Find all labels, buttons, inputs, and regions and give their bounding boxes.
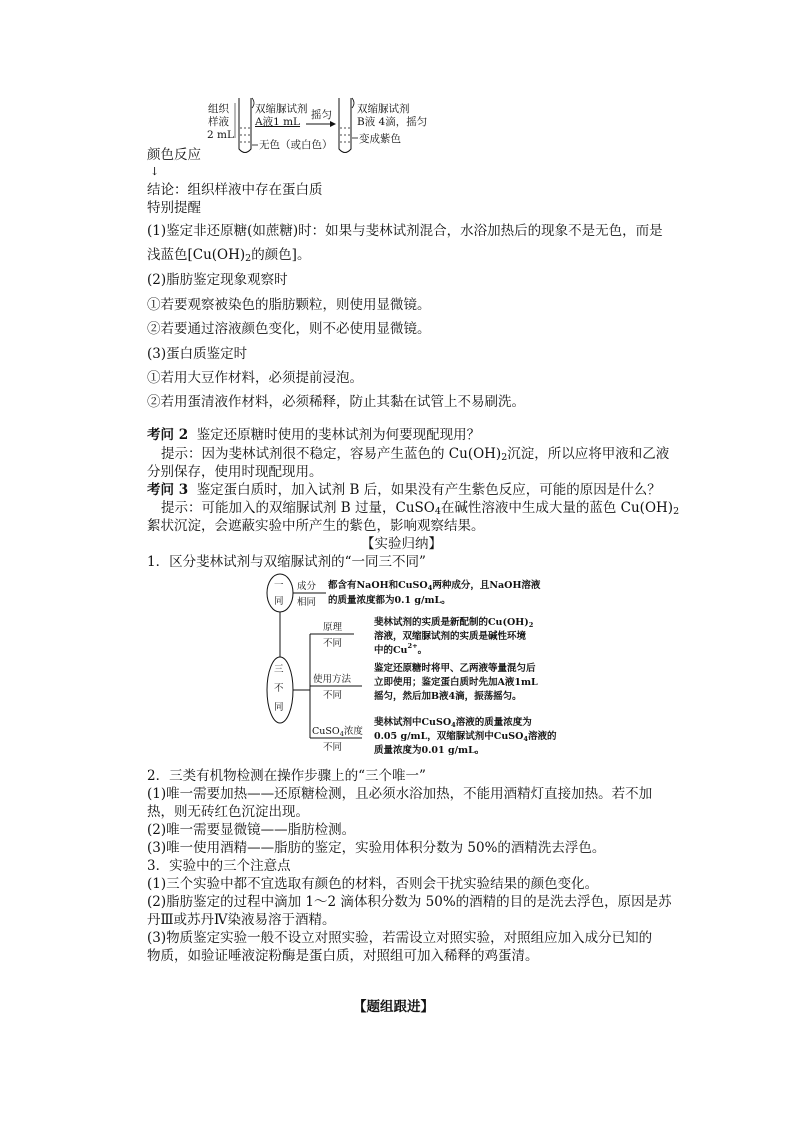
method-label-1: 使用方法	[313, 674, 352, 685]
reminder-3a: ①若用大豆作材料，必须提前浸泡。	[147, 370, 363, 386]
three-diff-char-2: 不	[274, 683, 284, 694]
summary-heading: 【实验归纳】	[361, 536, 442, 552]
section-2-item-1-line-2: 热，则无砖红色沉淀出现。	[147, 804, 309, 820]
component-same-label-1: 成分	[297, 581, 317, 592]
section-3-item-3-line-1: (3)物质鉴定实验一般不设立对照实验，若需设立对照实验，对照组应加入成分已知的	[147, 930, 653, 946]
one-same-char-1: 一	[274, 580, 284, 591]
reagent-b-label-2: B液 4滴，摇匀	[357, 116, 428, 128]
turns-purple-label: 变成紫色	[359, 133, 401, 145]
principle-text-3: 中的$Cu^{2+}$。	[374, 642, 428, 656]
sample-label-1: 组织	[208, 103, 229, 115]
conc-text-2: 0.05 g/mL，双缩脲试剂中CuSO$_4$溶液的	[374, 731, 557, 743]
three-diff-char-3: 同	[274, 702, 284, 713]
method-label-2: 不同	[323, 690, 343, 701]
method-text-1: 鉴定还原糖时将甲、乙两液等量混匀后	[374, 663, 536, 674]
section-3-item-3-line-2: 物质，如验证唾液淀粉酶是蛋白质，对照组可加入稀释的鸡蛋清。	[147, 948, 539, 964]
reminder-2b: ②若要通过溶液颜色变化，则不必使用显微镜。	[147, 321, 431, 337]
reminder-1-line-2: 浅蓝色[$Cu(OH)_2$的颜色]。	[147, 247, 311, 264]
section-2-item-3: (3)唯一使用酒精——脂肪的鉴定，实验用体积分数为 50%的酒精洗去浮色。	[147, 840, 606, 856]
conc-text-1: 斐林试剂中CuSO$_4$溶液的质量浓度为	[374, 717, 532, 729]
reminder-3b: ②若用蛋清液作材料，必须稀释，防止其黏在试管上不易刷洗。	[147, 394, 525, 410]
conclusion-text: 结论：组织样液中存在蛋白质	[147, 182, 323, 198]
question-2-hint-line-2: 分别保存，使用时现配现用。	[147, 464, 323, 480]
section-2-item-1-line-1: (1)唯一需要加热——还原糖检测，且必须水浴加热，不能用酒精灯直接加热。若不加	[147, 786, 653, 802]
section-1-title: 1．区分斐林试剂与双缩脲试剂的“一同三不同”	[147, 554, 426, 570]
reagent-a-label-1: 双缩脲试剂	[255, 103, 308, 115]
principle-label-1: 原理	[323, 622, 343, 633]
section-3-item-2-line-1: (2)脂肪鉴定的过程中滴加 1～2 滴体积分数为 50%的酒精的目的是洗去浮色，原因是苏	[147, 894, 672, 910]
reminder-2-heading: (2)脂肪鉴定现象观察时	[147, 272, 288, 288]
colorless-label: 无色（或白色）	[259, 139, 333, 151]
down-arrow-icon: ↓	[150, 165, 160, 178]
principle-text-2: 溶液，双缩脲试剂的实质是碱性环境	[374, 631, 527, 642]
reminder-3-heading: (3)蛋白质鉴定时	[147, 346, 248, 362]
shake-label: 摇匀	[311, 109, 332, 121]
one-same-char-2: 同	[274, 596, 284, 607]
component-same-label-2: 相同	[297, 597, 317, 608]
color-reaction-label: 颜色反应	[147, 147, 201, 163]
question-2: 考问 2 鉴定还原糖时使用的斐林试剂为何要现配现用？	[147, 427, 481, 443]
conc-text-3: 质量浓度为0.01 g/mL。	[374, 745, 485, 756]
section-3-item-1: (1)三个实验中都不宜选取有颜色的材料，否则会干扰实验结果的颜色变化。	[147, 876, 599, 892]
component-text-2: 的质量浓度都为0.1 g/mL。	[328, 595, 451, 606]
section-3-title: 3．实验中的三个注意点	[147, 858, 291, 874]
sample-label-2: 样液	[208, 116, 229, 128]
reminder-1-line-1: (1)鉴定非还原糖(如蔗糖)时：如果与斐林试剂混合，水浴加热后的现象不是无色，而是	[147, 223, 663, 239]
reagent-b-label-1: 双缩脲试剂	[357, 103, 410, 115]
question-3: 考问 3 鉴定蛋白质时，加入试剂 B 后，如果没有产生紫色反应，可能的原因是什么？	[147, 482, 661, 498]
method-text-2: 立即使用；鉴定蛋白质时先加A液1mL	[374, 677, 538, 688]
conc-label-2: 不同	[323, 742, 343, 753]
reagent-a-label-2: A液1 mL	[255, 116, 301, 128]
principle-label-2: 不同	[323, 638, 343, 649]
question-3-hint-line-1: 提示：可能加入的双缩脲试剂 B 过量，CuSO$_4$在碱性溶液中生成大量的蓝色 $Cu(OH)_2$	[161, 500, 680, 517]
section-3-item-2-line-2: 丹Ⅲ或苏丹Ⅳ染液易溶于酒精。	[147, 912, 336, 928]
three-diff-char-1: 三	[274, 664, 284, 675]
follow-up-heading: 【题组跟进】	[353, 999, 434, 1015]
reminder-2a: ①若要观察被染色的脂肪颗粒，则使用显微镜。	[147, 297, 431, 313]
principle-text-1: 斐林试剂的实质是新配制的$Cu(OH)_2$	[374, 617, 534, 629]
conc-label-1: CuSO$_4$浓度	[312, 726, 363, 738]
section-2-item-2: (2)唯一需要显微镜——脂肪检测。	[147, 822, 356, 838]
method-text-3: 摇匀，然后加B液4滴，振荡摇匀。	[374, 691, 522, 702]
section-2-title: 2．三类有机物检测在操作步骤上的“三个唯一”	[147, 768, 426, 784]
special-reminder-heading: 特别提醒	[147, 200, 201, 216]
component-text-1: 都含有NaOH和CuSO$_4$两种成分，且NaOH溶液	[328, 580, 541, 592]
sample-label-3: 2 mL	[207, 129, 234, 141]
question-2-hint-line-1: 提示：因为斐林试剂很不稳定，容易产生蓝色的 $Cu(OH)_2$沉淀，所以应将甲液和乙液	[161, 446, 670, 463]
question-3-hint-line-2: 絮状沉淀，会遮蔽实验中所产生的紫色，影响观察结果。	[147, 518, 485, 534]
